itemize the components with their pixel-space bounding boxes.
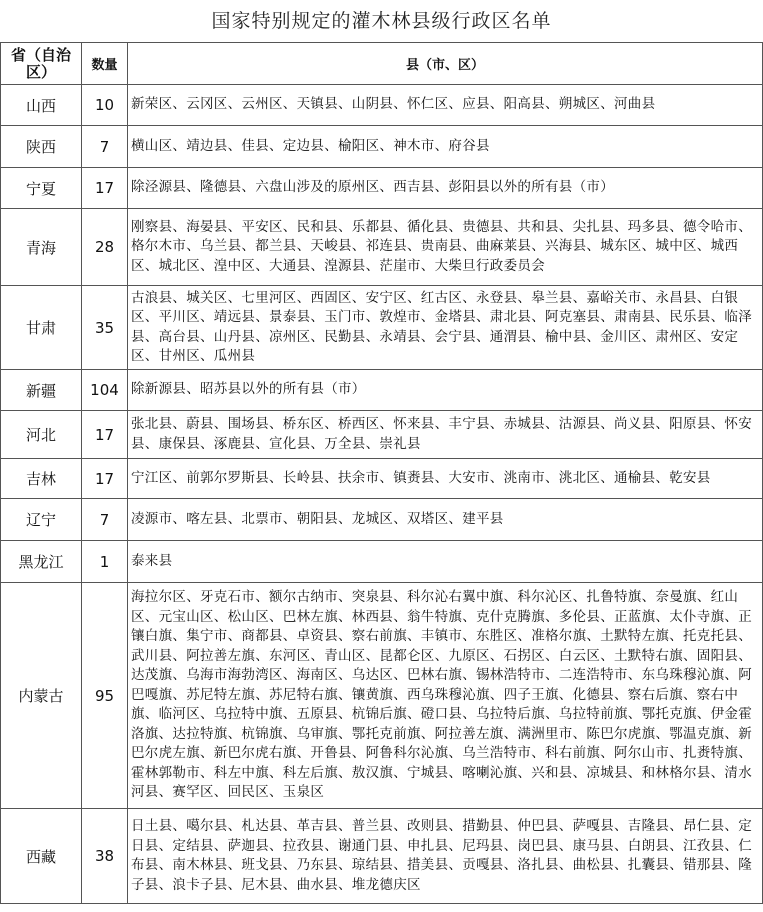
- province-cell: 陕西: [1, 126, 82, 168]
- counties-cell: 泰来县: [128, 541, 763, 583]
- counties-cell: 宁江区、前郭尔罗斯县、长岭县、扶余市、镇赉县、大安市、洮南市、洮北区、通榆县、乾安县: [128, 459, 763, 499]
- table-row: [1, 411, 763, 459]
- counties-cell: 古浪县、城关区、七里河区、西固区、安宁区、红古区、永登县、皋兰县、嘉峪关市、永昌县、白银区、平川区、靖远县、景泰县、玉门市、敦煌市、金塔县、肃北县、阿克塞县、肃南县、民乐县、临泽县、高台县、山丹县、凉州区、民勤县、永靖县、会宁县、通渭县、榆中县、金川区、肃州区、安定区、甘州区、瓜州县: [128, 286, 763, 370]
- province-cell: 甘肃: [1, 286, 82, 370]
- header-count: 数量: [82, 43, 128, 85]
- province-cell: 青海: [1, 209, 82, 286]
- table-row: [1, 499, 763, 541]
- province-cell: 西藏: [1, 809, 82, 904]
- count-cell: 104: [82, 370, 128, 411]
- table-row: [1, 126, 763, 168]
- count-cell: 17: [82, 168, 128, 209]
- table-row: [1, 459, 763, 499]
- table-row: [1, 209, 763, 286]
- table-row: [1, 85, 763, 126]
- count-cell: 7: [82, 126, 128, 168]
- province-cell: 辽宁: [1, 499, 82, 541]
- province-cell: 黑龙江: [1, 541, 82, 583]
- province-cell: 宁夏: [1, 168, 82, 209]
- table-row: [1, 370, 763, 411]
- county-table: [0, 42, 763, 904]
- province-cell: 山西: [1, 85, 82, 126]
- province-cell: 内蒙古: [1, 583, 82, 809]
- table-row: [1, 583, 763, 809]
- province-cell: 吉林: [1, 459, 82, 499]
- counties-cell: 除新源县、昭苏县以外的所有县（市）: [128, 370, 763, 411]
- table-header-row: [1, 43, 763, 85]
- count-cell: 28: [82, 209, 128, 286]
- page-title: 国家特别规定的灌木林县级行政区名单: [211, 10, 552, 32]
- table-row: [1, 541, 763, 583]
- counties-cell: 除泾源县、隆德县、六盘山涉及的原州区、西吉县、彭阳县以外的所有县（市）: [128, 168, 763, 209]
- counties-cell: 刚察县、海晏县、平安区、民和县、乐都县、循化县、贵德县、共和县、尖扎县、玛多县、德令哈市、格尔木市、乌兰县、都兰县、天峻县、祁连县、贵南县、曲麻莱县、兴海县、城东区、城中区、城西区、城北区、湟中区、大通县、湟源县、茫崖市、大柴旦行政委员会: [128, 209, 763, 286]
- table-row: [1, 809, 763, 904]
- count-cell: 95: [82, 583, 128, 809]
- province-cell: 新疆: [1, 370, 82, 411]
- counties-cell: 日土县、噶尔县、札达县、革吉县、普兰县、改则县、措勤县、仲巴县、萨嘎县、吉隆县、昂仁县、定日县、定结县、萨迦县、拉孜县、谢通门县、申扎县、尼玛县、岗巴县、康马县、白朗县、江孜县、仁布县、南木林县、班戈县、乃东县、琼结县、措美县、贡嘎县、洛扎县、曲松县、扎囊县、错那县、隆子县、浪卡子县、尼木县、曲水县、堆龙德庆区: [128, 809, 763, 904]
- count-cell: 17: [82, 459, 128, 499]
- header-counties: 县（市、区）: [128, 43, 763, 85]
- count-cell: 10: [82, 85, 128, 126]
- count-cell: 17: [82, 411, 128, 459]
- province-cell: 河北: [1, 411, 82, 459]
- count-cell: 1: [82, 541, 128, 583]
- table-row: [1, 286, 763, 370]
- counties-cell: 凌源市、喀左县、北票市、朝阳县、龙城区、双塔区、建平县: [128, 499, 763, 541]
- count-cell: 38: [82, 809, 128, 904]
- count-cell: 7: [82, 499, 128, 541]
- counties-cell: 张北县、蔚县、围场县、桥东区、桥西区、怀来县、丰宁县、赤城县、沽源县、尚义县、阳原县、怀安县、康保县、涿鹿县、宣化县、万全县、崇礼县: [128, 411, 763, 459]
- table-row: [1, 168, 763, 209]
- counties-cell: 横山区、靖边县、佳县、定边县、榆阳区、神木市、府谷县: [128, 126, 763, 168]
- counties-cell: 新荣区、云冈区、云州区、天镇县、山阴县、怀仁区、应县、阳高县、朔城区、河曲县: [128, 85, 763, 126]
- counties-cell: 海拉尔区、牙克石市、额尔古纳市、突泉县、科尔沁右翼中旗、科尔沁区、扎鲁特旗、奈曼旗、红山区、元宝山区、松山区、巴林左旗、林西县、翁牛特旗、克什克腾旗、多伦县、正蓝旗、太仆寺旗、正镶白旗、集宁市、商都县、卓资县、察右前旗、丰镇市、东胜区、准格尔旗、土默特左旗、托克托县、武川县、阿拉善左旗、东河区、青山区、昆都仑区、九原区、石拐区、白云区、土默特右旗、固阳县、达茂旗、乌海市海勃湾区、海南区、乌达区、巴林右旗、锡林浩特市、二连浩特市、东乌珠穆沁旗、阿巴嘎旗、苏尼特左旗、苏尼特右旗、镶黄旗、西乌珠穆沁旗、四子王旗、化德县、察右后旗、察右中旗、临河区、乌拉特中旗、五原县、杭锦后旗、磴口县、乌拉特后旗、乌拉特前旗、鄂托克旗、伊金霍洛旗、达拉特旗、杭锦旗、乌审旗、鄂托克前旗、阿拉善左旗、满洲里市、陈巴尔虎旗、鄂温克旗、新巴尔虎左旗、新巴尔虎右旗、开鲁县、阿鲁科尔沁旗、乌兰浩特市、科右前旗、阿尔山市、扎赉特旗、霍林郭勒市、科左中旗、科左后旗、敖汉旗、宁城县、喀喇沁旗、兴和县、凉城县、和林格尔县、清水河县、赛罕区、回民区、玉泉区: [128, 583, 763, 809]
- count-cell: 35: [82, 286, 128, 370]
- header-province: 省（自治区）: [1, 43, 82, 85]
